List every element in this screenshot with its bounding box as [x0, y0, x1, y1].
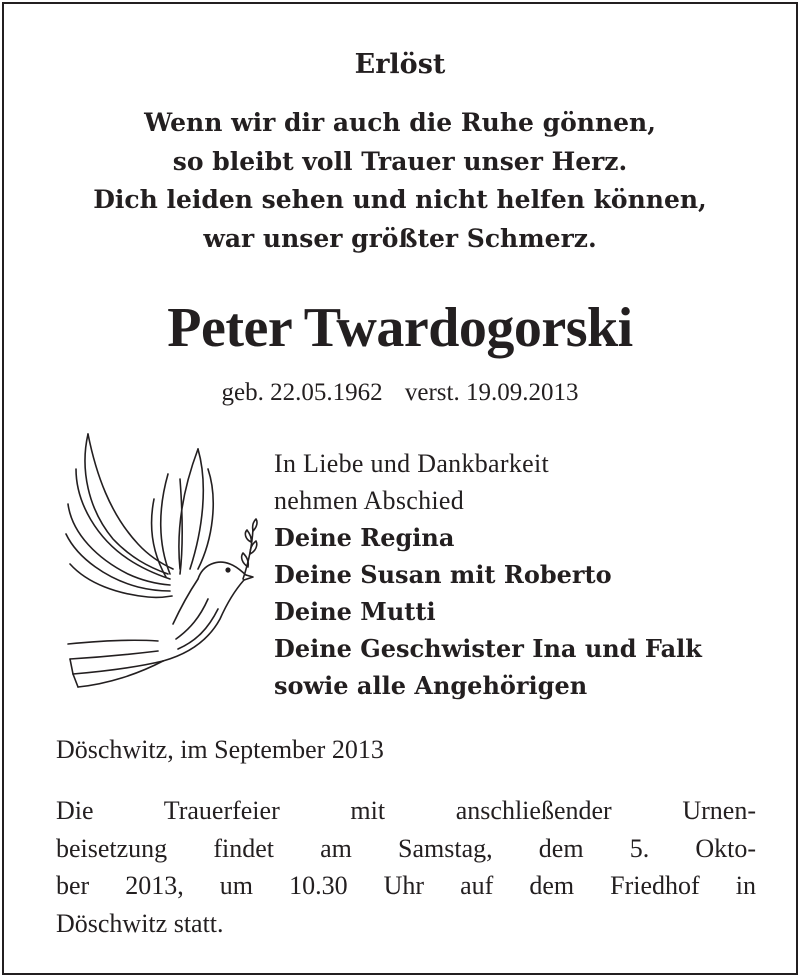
funeral-line: Die Trauerfeier mit anschließender Urnen-	[56, 796, 756, 825]
poem-line: Dich leiden sehen und nicht helfen können,	[93, 185, 707, 214]
intro-line: In Liebe und Dankbarkeit	[274, 449, 550, 478]
place-and-date: Döschwitz, im September 2013	[56, 735, 384, 764]
funeral-line: ber 2013, um 10.30 Uhr auf dem Friedhof in	[56, 871, 756, 900]
funeral-announcement	[56, 792, 756, 942]
mourner-name: Deine Susan mit Roberto	[274, 560, 612, 589]
poem-line: Wenn wir dir auch die Ruhe gönnen,	[144, 108, 656, 137]
death-date: verst. 19.09.2013	[404, 379, 579, 406]
notice-heading: Erlöst	[354, 49, 446, 80]
obituary-notice	[2, 2, 798, 975]
mourner-name: Deine Regina	[274, 523, 455, 552]
mourner-name: sowie alle Angehörigen	[274, 671, 588, 700]
birth-date: geb. 22.05.1962	[221, 379, 383, 406]
funeral-line: Döschwitz statt.	[56, 908, 224, 938]
dove-with-olive-branch-icon	[58, 429, 258, 699]
poem-verse	[4, 104, 796, 258]
poem-line: so bleibt voll Trauer unser Herz.	[172, 146, 628, 176]
life-dates	[4, 376, 796, 410]
mourner-name: Deine Mutti	[274, 597, 436, 626]
intro-line: nehmen Abschied	[274, 486, 465, 515]
deceased-name: Peter Twardogorski	[167, 297, 633, 359]
poem-line: war unser größter Schmerz.	[203, 223, 597, 253]
mourner-name: Deine Geschwister Ina und Falk	[274, 634, 702, 663]
mourners-block	[274, 445, 789, 704]
funeral-line: beisetzung findet am Samstag, dem 5. Okto-	[56, 833, 756, 863]
